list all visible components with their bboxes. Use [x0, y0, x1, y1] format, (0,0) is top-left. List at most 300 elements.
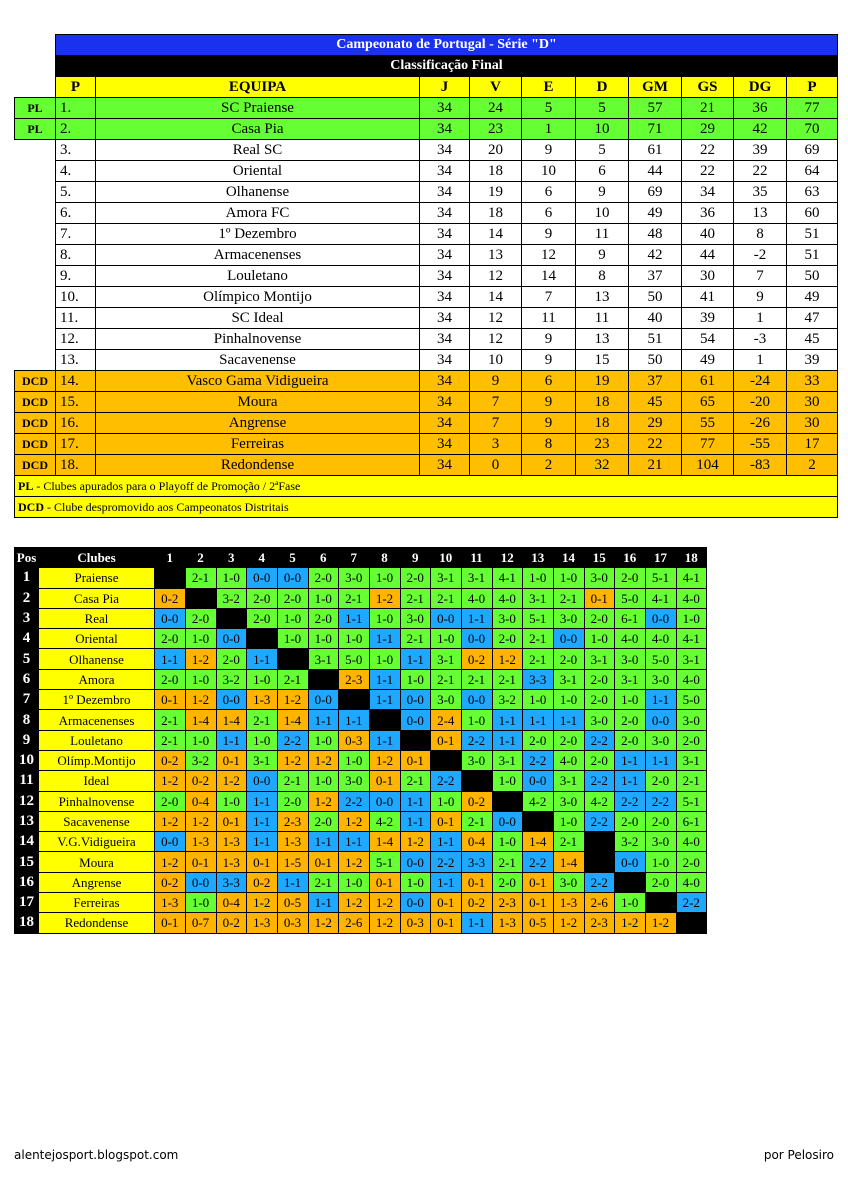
- games-cell: 34: [420, 371, 470, 392]
- points-cell: 60: [787, 203, 838, 224]
- score-cell: 0-1: [369, 872, 400, 892]
- header-opponent: 5: [277, 548, 308, 568]
- goals-for-cell: 22: [629, 434, 682, 455]
- position-cell: 8: [15, 710, 39, 730]
- legend-cell: [15, 476, 838, 497]
- score-cell: 1-0: [553, 568, 584, 588]
- score-cell: 0-2: [155, 872, 186, 892]
- score-cell: 1-0: [615, 893, 646, 913]
- score-cell: 0-0: [216, 690, 247, 710]
- position-cell: 17.: [56, 434, 96, 455]
- score-cell: 0-1: [523, 893, 554, 913]
- score-cell: 1-2: [615, 913, 646, 933]
- score-cell: 2-2: [645, 791, 676, 811]
- score-cell: 1-1: [492, 710, 523, 730]
- goal-diff-cell: -55: [734, 434, 787, 455]
- table-row: [15, 629, 707, 649]
- position-cell: 11.: [56, 308, 96, 329]
- wins-cell: 24: [470, 98, 522, 119]
- score-cell: 0-1: [400, 750, 431, 770]
- legend-row: [15, 476, 838, 497]
- points-cell: 33: [787, 371, 838, 392]
- score-cell: 1-2: [400, 832, 431, 852]
- score-cell: 3-1: [461, 568, 492, 588]
- losses-cell: 18: [576, 413, 629, 434]
- results-matrix: [14, 547, 707, 934]
- score-cell: 2-2: [584, 730, 615, 750]
- table-row: [15, 669, 707, 689]
- goals-against-cell: 104: [682, 455, 734, 476]
- table-row: [15, 455, 838, 476]
- losses-cell: 23: [576, 434, 629, 455]
- score-cell: 4-0: [461, 588, 492, 608]
- score-cell: 1-0: [553, 811, 584, 831]
- games-cell: 34: [420, 287, 470, 308]
- header-opponent: 11: [461, 548, 492, 568]
- wins-cell: 13: [470, 245, 522, 266]
- goals-for-cell: 37: [629, 266, 682, 287]
- qualification-tag: PL: [15, 98, 56, 119]
- score-cell: 2-2: [584, 872, 615, 892]
- score-cell: 1-1: [308, 832, 339, 852]
- score-cell: 1-1: [369, 730, 400, 750]
- table-row: [15, 245, 838, 266]
- losses-cell: 13: [576, 287, 629, 308]
- games-cell: 34: [420, 245, 470, 266]
- score-cell: 3-0: [553, 608, 584, 628]
- score-cell: 2-0: [155, 669, 186, 689]
- team-cell: Amora FC: [96, 203, 420, 224]
- team-cell: Redondense: [96, 455, 420, 476]
- draws-cell: 12: [522, 245, 576, 266]
- score-cell: 2-2: [431, 771, 462, 791]
- score-cell: 1-0: [216, 791, 247, 811]
- score-cell: 0-2: [185, 771, 216, 791]
- goals-against-cell: 61: [682, 371, 734, 392]
- wins-cell: 7: [470, 392, 522, 413]
- score-cell: 1-2: [339, 852, 370, 872]
- club-cell: Moura: [39, 852, 155, 872]
- club-cell: Armacenenses: [39, 710, 155, 730]
- score-cell: 1-3: [247, 913, 278, 933]
- legend-text: - Clube despromovido aos Campeonatos Distritais: [44, 500, 289, 514]
- score-cell: 3-0: [553, 791, 584, 811]
- score-cell: 0-0: [247, 771, 278, 791]
- score-cell: 1-1: [400, 791, 431, 811]
- score-cell: 0-0: [400, 852, 431, 872]
- score-cell: 2-0: [185, 608, 216, 628]
- score-cell: 2-1: [185, 568, 216, 588]
- self-match-cell: [645, 893, 676, 913]
- score-cell: 1-1: [553, 710, 584, 730]
- header-opponent: 16: [615, 548, 646, 568]
- score-cell: 2-0: [553, 649, 584, 669]
- header-opponent: 18: [676, 548, 707, 568]
- score-cell: 2-0: [247, 588, 278, 608]
- score-cell: 0-0: [400, 690, 431, 710]
- score-cell: 1-0: [185, 669, 216, 689]
- blank-cell: [15, 203, 56, 224]
- score-cell: 2-0: [584, 669, 615, 689]
- position-cell: 10.: [56, 287, 96, 308]
- team-cell: Oriental: [96, 161, 420, 182]
- goal-diff-cell: 22: [734, 161, 787, 182]
- header-opponent: 17: [645, 548, 676, 568]
- table-row: [15, 392, 838, 413]
- losses-cell: 11: [576, 308, 629, 329]
- points-cell: 45: [787, 329, 838, 350]
- score-cell: 0-4: [461, 832, 492, 852]
- score-cell: 3-0: [461, 750, 492, 770]
- self-match-cell: [339, 690, 370, 710]
- games-cell: 34: [420, 455, 470, 476]
- score-cell: 0-3: [277, 913, 308, 933]
- score-cell: 1-3: [553, 893, 584, 913]
- score-cell: 0-1: [247, 852, 278, 872]
- goals-against-cell: 77: [682, 434, 734, 455]
- header-opponent: 9: [400, 548, 431, 568]
- score-cell: 1-4: [523, 832, 554, 852]
- score-cell: 1-1: [400, 811, 431, 831]
- score-cell: 1-2: [155, 771, 186, 791]
- score-cell: 2-1: [277, 771, 308, 791]
- team-cell: Louletano: [96, 266, 420, 287]
- score-cell: 5-1: [676, 791, 707, 811]
- score-cell: 2-1: [553, 832, 584, 852]
- goals-against-cell: 29: [682, 119, 734, 140]
- score-cell: 1-3: [492, 913, 523, 933]
- blank-cell: [15, 329, 56, 350]
- score-cell: 1-1: [369, 690, 400, 710]
- score-cell: 1-3: [247, 690, 278, 710]
- score-cell: 1-2: [369, 588, 400, 608]
- score-cell: 0-3: [400, 913, 431, 933]
- score-cell: 1-2: [277, 750, 308, 770]
- score-cell: 1-3: [185, 832, 216, 852]
- score-cell: 2-0: [308, 568, 339, 588]
- score-cell: 0-0: [645, 710, 676, 730]
- score-cell: 1-3: [155, 893, 186, 913]
- games-cell: 34: [420, 140, 470, 161]
- header-goals-against: GS: [682, 77, 734, 98]
- table-row: [15, 161, 838, 182]
- score-cell: 1-0: [400, 669, 431, 689]
- score-cell: 3-0: [339, 568, 370, 588]
- score-cell: 1-2: [369, 893, 400, 913]
- score-cell: 4-0: [553, 750, 584, 770]
- goals-against-cell: 40: [682, 224, 734, 245]
- wins-cell: 12: [470, 266, 522, 287]
- score-cell: 0-0: [645, 608, 676, 628]
- club-cell: Ferreiras: [39, 893, 155, 913]
- position-cell: 4: [15, 629, 39, 649]
- score-cell: 0-4: [185, 791, 216, 811]
- position-cell: 16: [15, 872, 39, 892]
- team-cell: Olhanense: [96, 182, 420, 203]
- score-cell: 1-0: [369, 649, 400, 669]
- blank-cell: [15, 287, 56, 308]
- score-cell: 2-1: [308, 872, 339, 892]
- footer-author: por Pelosiro: [763, 1148, 834, 1162]
- goals-for-cell: 45: [629, 392, 682, 413]
- table-row: [15, 140, 838, 161]
- score-cell: 2-0: [584, 690, 615, 710]
- score-cell: 1-1: [461, 608, 492, 628]
- score-cell: 2-2: [277, 730, 308, 750]
- self-match-cell: [369, 710, 400, 730]
- score-cell: 0-0: [553, 629, 584, 649]
- draws-cell: 9: [522, 140, 576, 161]
- score-cell: 3-0: [339, 771, 370, 791]
- goals-for-cell: 29: [629, 413, 682, 434]
- losses-cell: 10: [576, 119, 629, 140]
- score-cell: 1-0: [216, 568, 247, 588]
- score-cell: 1-0: [492, 832, 523, 852]
- self-match-cell: [277, 649, 308, 669]
- position-cell: 5: [15, 649, 39, 669]
- position-cell: 5.: [56, 182, 96, 203]
- score-cell: 0-1: [308, 852, 339, 872]
- score-cell: 6-1: [676, 811, 707, 831]
- blank-cell: [15, 266, 56, 287]
- score-cell: 1-2: [369, 913, 400, 933]
- score-cell: 1-1: [216, 730, 247, 750]
- score-cell: 2-2: [676, 893, 707, 913]
- games-cell: 34: [420, 434, 470, 455]
- score-cell: 0-1: [431, 893, 462, 913]
- wins-cell: 18: [470, 203, 522, 224]
- score-cell: 2-1: [400, 771, 431, 791]
- score-cell: 1-2: [369, 750, 400, 770]
- goals-against-cell: 39: [682, 308, 734, 329]
- legend-text: - Clubes apurados para o Playoff de Promoção / 2ªFase: [33, 479, 301, 493]
- position-cell: 9.: [56, 266, 96, 287]
- score-cell: 0-0: [615, 852, 646, 872]
- score-cell: 1-0: [339, 629, 370, 649]
- goals-against-cell: 30: [682, 266, 734, 287]
- club-cell: Oriental: [39, 629, 155, 649]
- header-points: P: [787, 77, 838, 98]
- goal-diff-cell: 8: [734, 224, 787, 245]
- goal-diff-cell: 7: [734, 266, 787, 287]
- table-row: [15, 224, 838, 245]
- club-cell: Redondense: [39, 913, 155, 933]
- score-cell: 1-0: [308, 588, 339, 608]
- header-opponent: 1: [155, 548, 186, 568]
- score-cell: 0-1: [216, 811, 247, 831]
- score-cell: 1-0: [247, 669, 278, 689]
- self-match-cell: [431, 750, 462, 770]
- goals-for-cell: 71: [629, 119, 682, 140]
- score-cell: 1-1: [247, 791, 278, 811]
- table-row: [15, 832, 707, 852]
- draws-cell: 6: [522, 371, 576, 392]
- legend-cell: [15, 497, 838, 518]
- score-cell: 0-2: [461, 893, 492, 913]
- score-cell: 0-1: [431, 730, 462, 750]
- score-cell: 1-3: [277, 832, 308, 852]
- score-cell: 1-0: [277, 629, 308, 649]
- score-cell: 3-0: [676, 710, 707, 730]
- score-cell: 1-0: [185, 730, 216, 750]
- goals-for-cell: 49: [629, 203, 682, 224]
- header-opponent: 7: [339, 548, 370, 568]
- self-match-cell: [584, 832, 615, 852]
- score-cell: 1-2: [308, 750, 339, 770]
- position-cell: 1: [15, 568, 39, 588]
- goals-against-cell: 22: [682, 161, 734, 182]
- score-cell: 4-2: [523, 791, 554, 811]
- score-cell: 1-2: [185, 649, 216, 669]
- score-cell: 1-1: [308, 710, 339, 730]
- score-cell: 3-2: [492, 690, 523, 710]
- self-match-cell: [308, 669, 339, 689]
- score-cell: 1-1: [431, 832, 462, 852]
- score-cell: 1-4: [553, 852, 584, 872]
- table-row: [15, 182, 838, 203]
- club-cell: Olímp.Montijo: [39, 750, 155, 770]
- score-cell: 2-0: [155, 791, 186, 811]
- score-cell: 1-1: [369, 669, 400, 689]
- score-cell: 0-2: [216, 913, 247, 933]
- score-cell: 2-2: [615, 791, 646, 811]
- score-cell: 0-0: [155, 832, 186, 852]
- score-cell: 2-0: [277, 791, 308, 811]
- table-row: [15, 608, 707, 628]
- draws-cell: 9: [522, 224, 576, 245]
- team-cell: Olímpico Montijo: [96, 287, 420, 308]
- score-cell: 1-0: [676, 608, 707, 628]
- goal-diff-cell: 1: [734, 308, 787, 329]
- score-cell: 4-1: [676, 629, 707, 649]
- table-row: [15, 771, 707, 791]
- score-cell: 2-2: [431, 852, 462, 872]
- games-cell: 34: [420, 266, 470, 287]
- score-cell: 2-0: [155, 629, 186, 649]
- position-cell: 2.: [56, 119, 96, 140]
- goal-diff-cell: -2: [734, 245, 787, 266]
- score-cell: 0-0: [431, 608, 462, 628]
- score-cell: 5-0: [676, 690, 707, 710]
- club-cell: Praiense: [39, 568, 155, 588]
- score-cell: 1-1: [339, 608, 370, 628]
- score-cell: 0-2: [461, 649, 492, 669]
- legend-row: [15, 497, 838, 518]
- goals-for-cell: 61: [629, 140, 682, 161]
- table-row: [15, 350, 838, 371]
- score-cell: 1-1: [247, 832, 278, 852]
- score-cell: 2-1: [461, 669, 492, 689]
- score-cell: 2-1: [461, 811, 492, 831]
- standings-header-row: [15, 77, 838, 98]
- self-match-cell: [155, 568, 186, 588]
- score-cell: 1-0: [185, 893, 216, 913]
- self-match-cell: [676, 913, 707, 933]
- goal-diff-cell: 36: [734, 98, 787, 119]
- wins-cell: 3: [470, 434, 522, 455]
- score-cell: 1-1: [400, 649, 431, 669]
- table-row: [15, 413, 838, 434]
- points-cell: 70: [787, 119, 838, 140]
- goals-for-cell: 37: [629, 371, 682, 392]
- score-cell: 4-0: [676, 588, 707, 608]
- wins-cell: 0: [470, 455, 522, 476]
- goals-for-cell: 21: [629, 455, 682, 476]
- position-cell: 16.: [56, 413, 96, 434]
- draws-cell: 6: [522, 182, 576, 203]
- header-opponent: 6: [308, 548, 339, 568]
- score-cell: 1-0: [615, 690, 646, 710]
- club-cell: Louletano: [39, 730, 155, 750]
- score-cell: 3-0: [645, 669, 676, 689]
- position-cell: 9: [15, 730, 39, 750]
- score-cell: 1-1: [461, 913, 492, 933]
- goals-against-cell: 54: [682, 329, 734, 350]
- team-cell: 1º Dezembro: [96, 224, 420, 245]
- score-cell: 3-2: [216, 669, 247, 689]
- score-cell: 0-0: [400, 893, 431, 913]
- score-cell: 2-1: [523, 649, 554, 669]
- qualification-tag: DCD: [15, 455, 56, 476]
- header-opponent: 12: [492, 548, 523, 568]
- goal-diff-cell: 1: [734, 350, 787, 371]
- blank-cell: [15, 35, 56, 56]
- score-cell: 1-1: [431, 872, 462, 892]
- score-cell: 5-1: [523, 608, 554, 628]
- score-cell: 1-0: [461, 710, 492, 730]
- score-cell: 3-0: [553, 872, 584, 892]
- self-match-cell: [615, 872, 646, 892]
- header-goals-for: GM: [629, 77, 682, 98]
- table-row: [15, 308, 838, 329]
- points-cell: 77: [787, 98, 838, 119]
- score-cell: 0-0: [277, 568, 308, 588]
- score-cell: 2-2: [461, 730, 492, 750]
- score-cell: 1-2: [247, 893, 278, 913]
- goals-for-cell: 44: [629, 161, 682, 182]
- table-row: [15, 730, 707, 750]
- draws-cell: 6: [522, 203, 576, 224]
- blank-cell: [15, 308, 56, 329]
- position-cell: 7.: [56, 224, 96, 245]
- goals-for-cell: 50: [629, 287, 682, 308]
- score-cell: 0-0: [308, 690, 339, 710]
- table-row: [15, 852, 707, 872]
- points-cell: 49: [787, 287, 838, 308]
- score-cell: 1-0: [645, 852, 676, 872]
- goal-diff-cell: 39: [734, 140, 787, 161]
- score-cell: 1-1: [155, 649, 186, 669]
- table-row: [15, 791, 707, 811]
- points-cell: 64: [787, 161, 838, 182]
- score-cell: 1-1: [523, 710, 554, 730]
- wins-cell: 12: [470, 329, 522, 350]
- position-cell: 13.: [56, 350, 96, 371]
- position-cell: 12.: [56, 329, 96, 350]
- points-cell: 50: [787, 266, 838, 287]
- qualification-tag: DCD: [15, 413, 56, 434]
- score-cell: 0-5: [523, 913, 554, 933]
- draws-cell: 7: [522, 287, 576, 308]
- qualification-tag: DCD: [15, 371, 56, 392]
- header-pos: Pos: [15, 548, 39, 568]
- score-cell: 4-2: [584, 791, 615, 811]
- score-cell: 0-0: [247, 568, 278, 588]
- games-cell: 34: [420, 98, 470, 119]
- blank-cell: [15, 182, 56, 203]
- score-cell: 1-1: [308, 893, 339, 913]
- table-row: [15, 750, 707, 770]
